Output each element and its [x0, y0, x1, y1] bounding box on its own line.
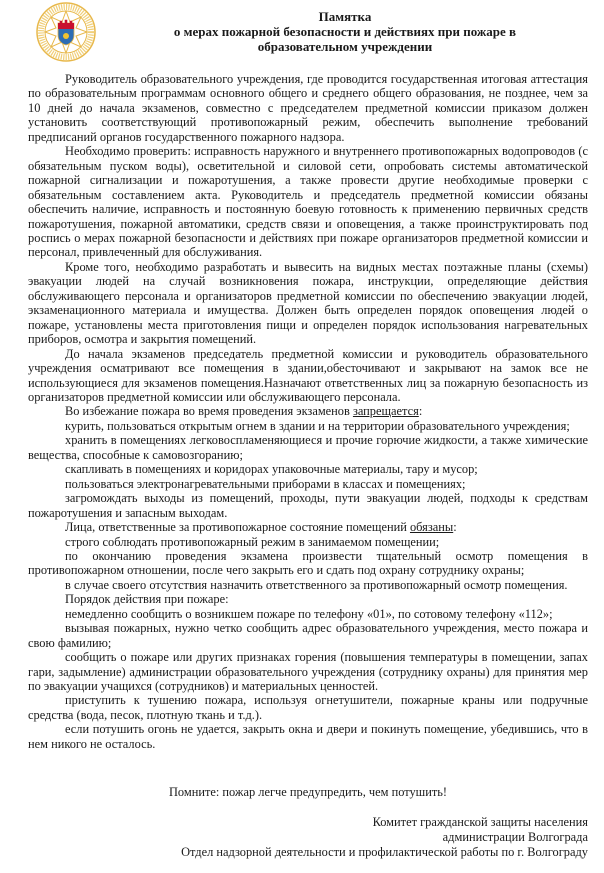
prohibited-item: скапливать в помещениях и коридорах упаковочные материалы, тару и мусор; [65, 462, 478, 477]
obligation-item: по окончанию проведения экзамена произвести тщательный осмотр помещения в противопожарном отношении, после чего закрыть его и сдать под охрану сотруднику охраны; [28, 548, 588, 578]
paragraph-pre-exam-inspection: До начала экзаменов председатель предметной комиссии и руководитель образовательного учреждения осматривают все помещения в здании,обесточивают и закрывают на замок все не использующиеся для экзаменов помещения.Назначают ответственных лиц за пожарную безопасность из организаторов предметной комиссии или обслуживающего персонала. [28, 346, 588, 404]
paragraph-evacuation-plans: Кроме того, необходимо разработать и вывесить на видных местах поэтажные планы (схемы) эвакуации людей на случай возникновения пожара, инструкции, определяющие действия обслуживающего персонала и организаторов предметной комиссии по обеспечению эвакуации людей, экзаменационного материала и имущества. Должен быть определен порядок оповещения людей о пожаре, установлены места приготовления пищи и определен порядок использования нагревательных приборов, осмотра и закрытия помещений. [28, 259, 588, 347]
obligations-heading [28, 520, 588, 534]
paragraph-checks: Необходимо проверить: исправность наружного и внутреннего противопожарных водопроводов (с обязательным пуском воды), осветительной и силовой сети, опробовать системы автоматической пожарной сигнализации и пожаротушения, а также провести другие необходимые проверки с обязательным составлением акта. Руководитель и председатель предметной комиссии обязаны обеспечить наличие, исправность и постоянную боевую готовность к применению первичных средств пожаротушения, пожарной автоматики, средств связи и оповещения, а также проинструктировать под роспись о мерах пожарной безопасности и действиях при пожаре организаторов предметной комиссии и персонал, привлеченный для обслуживания. [28, 144, 588, 260]
obligations-keyword: обязаны [409, 520, 454, 535]
obligation-item: в случае своего отсутствия назначить ответственного за противопожарный осмотр помещения. [65, 577, 568, 592]
obligations-intro: Лица, ответственные за противопожарное состояние помещений [65, 520, 410, 535]
document-title: Памятка [318, 9, 372, 24]
fire-action-item: если потушить огонь не удается, закрыть окна и двери и покинуть помещение, убедившись, что в нем никого не осталось. [28, 722, 588, 751]
signature-line: Комитет гражданской защиты населения [372, 815, 588, 829]
prohibited-item: хранить в помещениях легковоспламеняющиеся и прочие горючие жидкости, а также химические вещества, способные к самовозгоранию; [28, 433, 588, 462]
obligation-item: строго соблюдать противопожарный режим в занимаемом помещении; [65, 534, 440, 549]
fire-action-item: вызывая пожарных, нужно четко сообщить адрес образовательного учреждения, место пожара и свою фамилию; [28, 621, 588, 650]
signature-block [181, 815, 588, 860]
prohibited-intro: Во избежание пожара во время проведения экзаменов [65, 404, 353, 419]
prohibited-colon: : [418, 404, 423, 419]
motto: Помните: пожар легче предупредить, чем потушить! [168, 785, 448, 799]
document-subtitle-line1: о мерах пожарной безопасности и действиях при пожаре в [173, 24, 517, 39]
signature-line: Отдел надзорной деятельности и профилактической работы по г. Волгограду [181, 845, 588, 859]
paragraph-intro: Руководитель образовательного учреждения, где проводится государственная итоговая аттестация по образовательным программам основного общего и среднего общего образования, не позднее, чем за 10 дней до начала экзаменов, совместно с председателем предметной комиссии приказом должен установить соответствующий противопожарный режим, обеспечить выполнение требований предписаний органов государственного пожарного надзора. [28, 72, 588, 144]
prohibited-item: курить, пользоваться открытым огнем в здании и на территории образовательного учреждения; [65, 418, 570, 433]
fire-action-item: немедленно сообщить о возникшем пожаре по телефону «01», по сотовому телефону «112»; [65, 606, 553, 621]
prohibited-item: загромождать выходы из помещений, проходы, пути эвакуации людей, подходы к средствам пожаротушения и запасным выходам. [28, 491, 588, 520]
signature-line: администрации Волгограда [442, 830, 588, 844]
obligations-colon: : [453, 520, 457, 535]
fire-action-item: приступить к тушению пожара, используя огнетушители, пожарные краны или подручные средства (вода, песок, плотную ткань и т.д.). [28, 693, 588, 722]
document-header [130, 9, 560, 54]
fire-action-item: сообщить о пожаре или других признаках горения (повышения температуры в помещении, запах гари, задымление) администрации образовательного учреждения (сотруднику охраны) для принятия мер по эвакуации учащихся (сотрудников) и материальных ценностей. [28, 650, 588, 694]
document-subtitle-line2: образовательном учреждении [257, 39, 433, 54]
emblem-icon [36, 2, 96, 62]
prohibited-item: пользоваться электронагревательными приборами в классах и помещениях; [65, 476, 466, 491]
document-body [28, 72, 588, 751]
fire-actions-heading: Порядок действия при пожаре: [65, 592, 229, 607]
prohibited-keyword: запрещается [352, 404, 419, 419]
prohibited-heading [28, 404, 588, 418]
